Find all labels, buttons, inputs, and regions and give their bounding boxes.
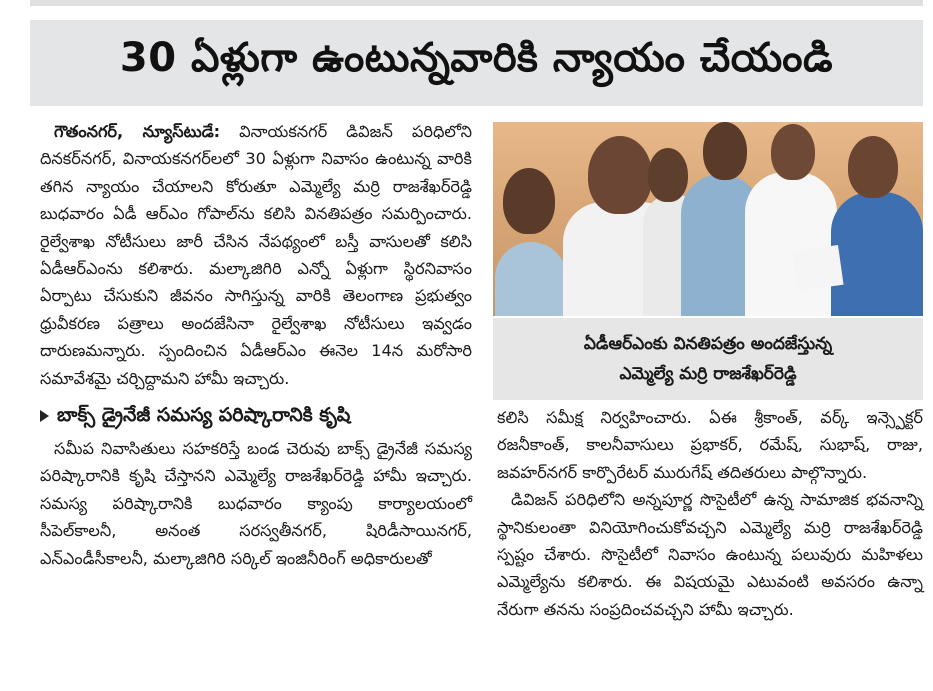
dateline: గౌతంనగర్, న్యూస్‌టుడే: [54, 122, 221, 141]
news-photo [493, 122, 923, 316]
subheading-text: బాక్స్ డ్రైనేజీ సమస్య పరిష్కారానికి కృషి [57, 404, 351, 427]
bullet-triangle-icon [40, 410, 49, 422]
article-paragraph-1 [40, 118, 472, 392]
headline-banner [30, 20, 923, 106]
subheading [40, 402, 472, 429]
article-column-left [40, 118, 472, 572]
article-paragraph-2: సమీప నివాసితులు సహకరిస్తే బండ చెరువు బాక్స్ డ్రైనేజీ సమస్య పరిష్కారానికి కృషి చేస్తానని ఎమ్మెల్యే రాజశేఖర్‌రెడ్డి హామీ ఇచ్చారు. సమస్య పరిష్కారానికి బుధవారం క్యాంపు కార్యాలయంలో సీపెల్‌కాలనీ, అనంత సరస్వతీనగర్, షిరిడీసాయినగర్, ఎన్ఎండీసీకాలనీ, మల్కాజిగిరి సర్కిల్ ఇంజినీరింగ్ అధికారులతో [40, 439, 472, 568]
photo-caption [493, 318, 923, 400]
caption-line-1: ఏడీఆర్ఎంకు వినతిపత్రం అందజేస్తున్న [583, 334, 833, 354]
paragraph-1-text: వినాయకనగర్ డివిజన్ పరిధిలోని దినకర్‌నగర్, వినాయకనగర్‌లలో 30 ఏళ్లుగా నివాసం ఉంటున్న వారికి తగిన న్యాయం చేయాలని కోరుతూ ఎమ్మెల్యే మర్రి రాజశేఖర్‌రెడ్డి బుధవారం ఏడీ ఆర్ఎం గోపాల్‌ను కలిసి వినతిపత్రం సమర్పించారు. రైల్వేశాఖ నోటీసులు జారీ చేసిన నేపథ్యంలో బస్తీ వాసులతో కలిసి ఏడీఆర్ఎంను కలిశారు. మల్కాజిగిరి ఎన్నో ఏళ్లుగా స్థిరనివాసం ఏర్పాటు చేసుకుని జీవనం సాగిస్తున్న వారికి తెలంగాణ ప్రభుత్వం ధ్రువీకరణ పత్రాలు అందజేసినా రైల్వేశాఖ నోటీసులు ఇవ్వడం దారుణమన్నారు. స్పందించిన ఏడీఆర్ఎం ఈనెల 14న మరోసారి సమావేశమై చర్చిద్దామని హామీ ఇచ్చారు. [40, 122, 473, 388]
top-rule [30, 0, 923, 6]
article-paragraph-4: డివిజన్ పరిధిలోని అన్నపూర్ణ సొసైటీలో ఉన్న సామాజిక భవనాన్ని స్థానికులంతా వినియోగించుకోవచ్చని ఎమ్మెల్యే మర్రి రాజశేఖర్‌రెడ్డి స్పష్టం చేశారు. సొసైటీలో నివాసం ఉంటున్న పలువురు మహిళలు ఎమ్మెల్యేను కలిశారు. ఈ విషయమై ఎటువంటి అవసరం ఉన్నా నేరుగా తనను సంప్రదించవచ్చని హామీ ఇచ్చారు. [497, 490, 923, 619]
headline: 30 ఏళ్లుగా ఉంటున్నవారికి న్యాయం చేయండి [119, 35, 834, 81]
article-paragraph-3: కలిసి సమీక్ష నిర్వహించారు. ఏఈ శ్రీకాంత్, వర్క్ ఇన్స్పెక్టర్ రజనీకాంత్, కాలనీవాసులు ప్రభాకర్, రమేష్, సుభాష్, రాజు, జవహర్‌నగర్ కార్పొరేటర్ మురుగేష్ తదితరులు పాల్గొన్నారు. [497, 408, 923, 482]
caption-line-2: ఎమ్మెల్యే మర్రి రాజశేఖర్‌రెడ్డి [619, 364, 797, 384]
petition-paper [792, 245, 843, 291]
article-column-right [497, 404, 923, 623]
